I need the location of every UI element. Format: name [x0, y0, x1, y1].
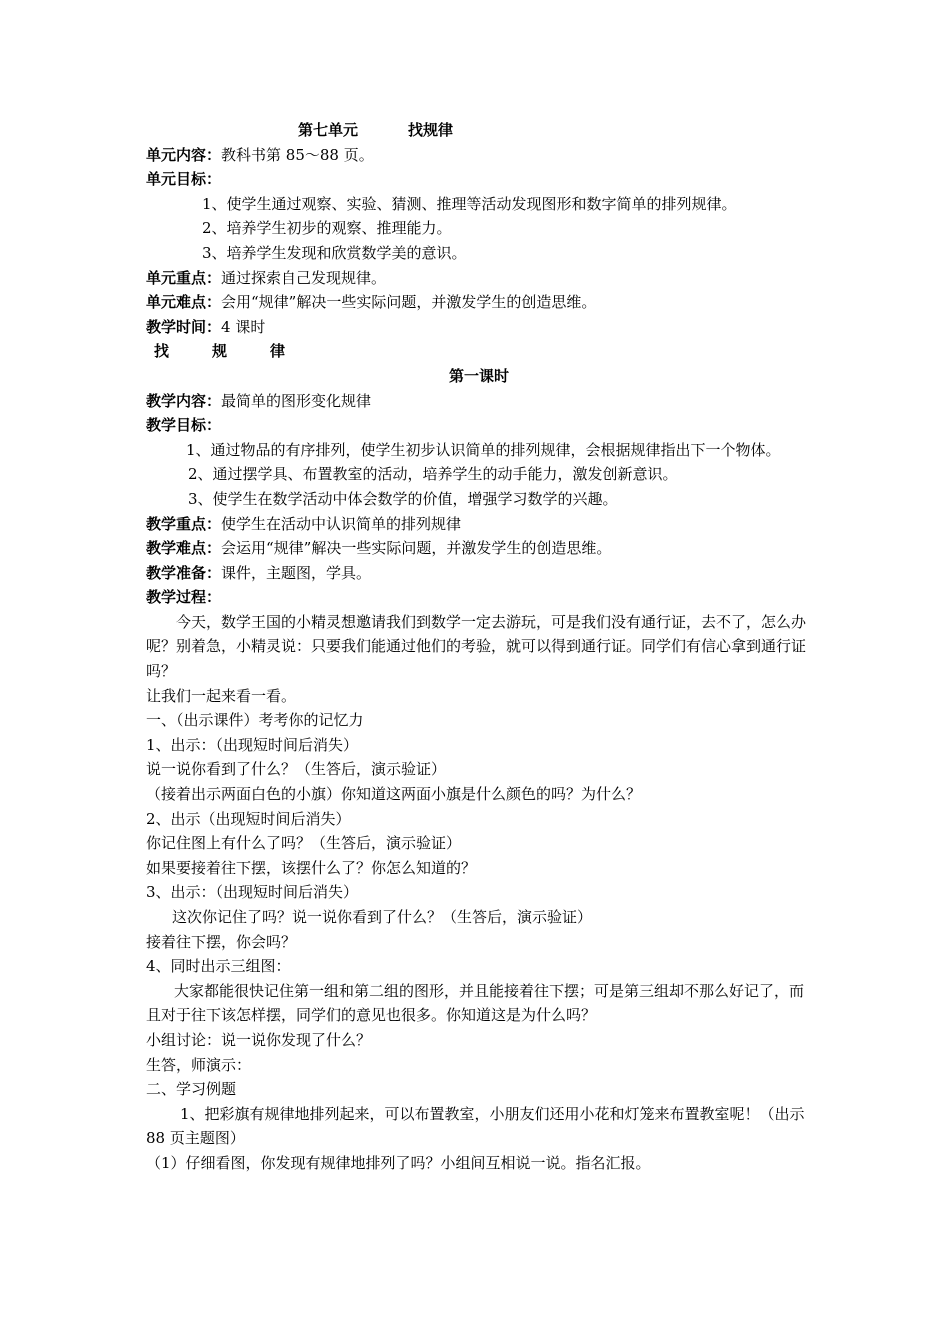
process-intro: 今天，数学王国的小精灵想邀请我们到数学一定去游玩，可是我们没有通行证，去不了，怎么办呢？别着急，小精灵说：只要我们能通过他们的考验，就可以得到通行证。同学们有信心拿到通行证吗？: [146, 612, 807, 681]
process-2-1: 2、出示（出现短时间后消失）: [146, 809, 351, 828]
process-1-3: （接着出示两面白色的小旗）你知道这两面小旗是什么颜色的吗？为什么？: [146, 785, 642, 804]
document-page: [146, 118, 812, 1176]
unit-name: 找规律: [408, 121, 454, 139]
lesson-goal-1: 1、通过物品的有序排列，使学生初步认识简单的排列规律，会根据规律指出下一个物体。: [186, 440, 781, 459]
process-1-1: 1、出示：（出现短时间后消失）: [146, 735, 359, 754]
lesson-goal-2: 2、通过摆学具、布置教室的活动，培养学生的动手能力，激发创新意识。: [188, 465, 678, 484]
process-3-1: 3、出示：（出现短时间后消失）: [146, 883, 359, 902]
lesson-key: 教学重点：使学生在活动中认识简单的排列规律: [146, 514, 462, 533]
process-3-2: 这次你记住了吗？说一说你看到了什么？（生答后，演示验证）: [172, 908, 593, 926]
process-part-2: 二、学习例题: [146, 1080, 237, 1099]
process-intro-2: 让我们一起来看一看。: [146, 686, 297, 705]
process-2-3: 如果要接着往下摆，该摆什么了？你怎么知道的？: [146, 858, 477, 877]
process-4-2: 大家都能很快记住第一组和第二组的图形，并且能接着往下摆；可是第三组却不那么好记了，而且对于往下该怎样摆，同学们的意见也很多。你知道这是为什么吗？: [146, 981, 805, 1025]
unit-goal-3: 3、培养学生发现和欣赏数学美的意识。: [202, 243, 467, 262]
unit-title: [146, 118, 812, 143]
unit-difficulty: 单元难点：会用“规律”解决一些实际问题，并激发学生的创造思维。: [146, 293, 597, 312]
lesson-goals-label: 教学目标：: [146, 416, 222, 435]
lesson-prep: 教学准备：课件，主题图，学具。: [146, 563, 372, 582]
lesson-title: 第一课时: [448, 366, 509, 385]
process-4-4: 生答，师演示：: [146, 1055, 252, 1074]
process-part-1: 一、（出示课件）考考你的记忆力: [146, 711, 364, 730]
lesson-difficulty: 教学难点：会运用“规律”解决一些实际问题，并激发学生的创造思维。: [146, 539, 612, 558]
example-1: 1、把彩旗有规律地排列起来，可以布置教室，小朋友们还用小花和灯笼来布置教室呢！（出示 88 页主题图）: [146, 1104, 805, 1148]
unit-goals-label: 单元目标：: [146, 170, 222, 189]
unit-goal-1: 1、使学生通过观察、实验、猜测、推理等活动发现图形和数字简单的排列规律。: [202, 194, 737, 213]
unit-goal-2: 2、培养学生初步的观察、推理能力。: [202, 219, 452, 238]
process-3-3: 接着往下摆，你会吗？: [146, 932, 297, 951]
unit-key: 单元重点：通过探索自己发现规律。: [146, 268, 387, 287]
process-2-2: 你记住图上有什么了吗？（生答后，演示验证）: [146, 834, 462, 853]
unit-number: 第七单元: [298, 121, 359, 139]
lesson-process-label: 教学过程：: [146, 588, 222, 607]
process-4-3: 小组讨论：说一说你发现了什么？: [146, 1030, 372, 1049]
process-4-1: 4、同时出示三组图：: [146, 957, 291, 976]
lesson-goal-3: 3、使学生在数学活动中体会数学的价值，增强学习数学的兴趣。: [188, 489, 618, 508]
unit-content: 单元内容：教科书第 85～88 页。: [146, 145, 374, 164]
example-1-1: （1）仔细看图，你发现有规律地排列了吗？小组间互相说一说。指名汇报。: [146, 1153, 651, 1172]
lesson-content: 教学内容：最简单的图形变化规律: [146, 391, 372, 410]
process-1-2: 说一说你看到了什么？（生答后，演示验证）: [146, 760, 447, 779]
section-title: 找 规 律: [154, 342, 300, 361]
unit-time: 教学时间：4 课时: [146, 317, 266, 336]
